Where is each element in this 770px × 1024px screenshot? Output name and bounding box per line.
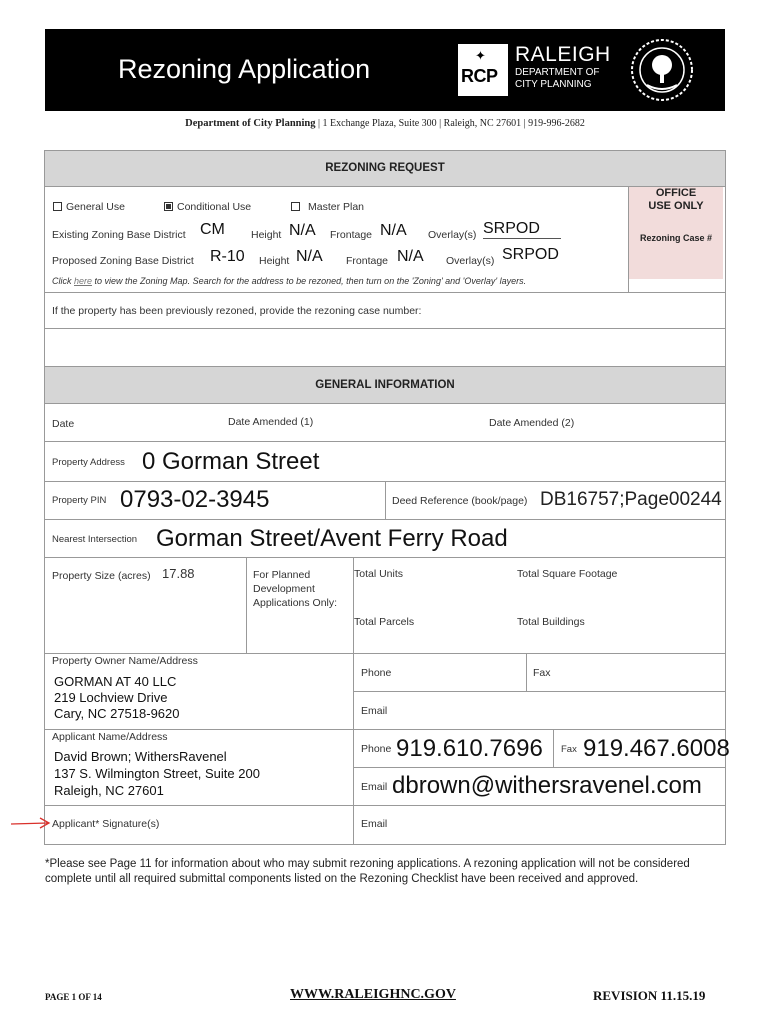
signature-field[interactable] [45,806,352,843]
proposed-zoning-label: Proposed Zoning Base District [52,255,194,267]
master-plan-option[interactable]: Master Plan [291,201,364,213]
prev-rezoned-label: If the property has been previously rezoned, provide the rezoning case number: [52,305,422,317]
property-address-value[interactable]: 0 Gorman Street [142,448,320,475]
zoning-map-link[interactable]: here [74,276,93,286]
deed-reference-value[interactable]: DB16757;Page00244 [540,489,722,510]
existing-zoning-label: Existing Zoning Base District [52,229,186,241]
rezoning-case-label: Rezoning Case # [639,233,713,243]
proposed-zoning-value[interactable]: R-10 [210,248,245,265]
deed-reference-label: Deed Reference (book/page) [392,495,528,507]
checkbox-general-use[interactable] [53,202,62,211]
department-contact: Department of City Planning | 1 Exchange Plaza, Suite 300 | Raleigh, NC 27601 | 919-996-2682 [185,118,585,129]
rcp-logo: ✦ RCP [458,44,508,96]
applicant-fax-label: Fax [561,744,577,755]
owner-email-label: Email [361,705,388,717]
proposed-height-value[interactable]: N/A [296,248,323,265]
website-link[interactable]: WWW.RALEIGHNC.GOV [290,987,456,1002]
property-address-label: Property Address [52,457,125,468]
prev-rezoning-case-input[interactable] [45,329,725,366]
signature-label: Applicant* Signature(s) [52,818,160,830]
applicant-email-value[interactable]: dbrown@withersravenel.com [392,772,702,799]
org-dept: DEPARTMENT OF CITY PLANNING [515,67,600,90]
nearest-intersection-label: Nearest Intersection [52,534,138,545]
existing-zoning-value[interactable]: CM [200,221,225,238]
city-seal-icon [629,37,695,103]
conditional-use-option[interactable]: Conditional Use [164,201,251,213]
proposed-frontage-value[interactable]: N/A [397,248,424,265]
date-amended-1-label: Date Amended (1) [228,416,314,428]
property-size-label: Property Size (acres) [52,570,151,582]
applicant-fax-value[interactable]: 919.467.6008 [583,735,730,762]
section-header-general: GENERAL INFORMATION [45,367,725,403]
existing-overlay-value[interactable]: SRPOD [483,220,561,239]
owner-label: Property Owner Name/Address [52,655,198,667]
total-buildings-label: Total Buildings [517,616,585,628]
date-amended-2-label: Date Amended (2) [489,417,575,429]
zoning-map-note: Click here to view the Zoning Map. Search for the address to be rezoned, then turn on the 'Zoning' and 'Overlay' layers. [52,276,527,286]
revision-label: REVISION 11.15.19 [593,988,706,1003]
existing-frontage-value[interactable]: N/A [380,222,407,239]
planned-development-label: For Planned Development Applications Only: [253,569,338,609]
applicant-email-label: Email [361,781,388,793]
applicant-name-address[interactable]: David Brown; WithersRavenel 137 S. Wilmington Street, Suite 200 Raleigh, NC 27601 [54,749,260,798]
date-label: Date [52,418,75,430]
applicant-phone-label: Phone [361,743,392,755]
page-number: PAGE 1 OF 14 [45,992,102,1002]
applicant-label: Applicant Name/Address [52,731,168,743]
checkbox-master-plan[interactable] [291,202,300,211]
header-banner [45,29,725,111]
owner-fax-label: Fax [533,667,551,679]
general-use-option[interactable]: General Use [53,201,125,213]
star-icon: ✦ [475,48,486,63]
owner-phone-label: Phone [361,667,392,679]
owner-name-address[interactable]: GORMAN AT 40 LLC 219 Lochview Drive Cary, NC 27518-9620 [54,674,180,721]
submission-note: *Please see Page 11 for information about who may submit rezoning applications. A rezoning application will not be considered complete until all required submittal components listed on the Rezoning Checklist have been received and approved. [45,858,690,885]
existing-height-value[interactable]: N/A [289,222,316,239]
total-sqft-label: Total Square Footage [517,568,618,580]
applicant-phone-value[interactable]: 919.610.7696 [396,735,543,762]
nearest-intersection-value[interactable]: Gorman Street/Avent Ferry Road [156,525,508,552]
property-pin-label: Property PIN [52,495,107,506]
total-parcels-label: Total Parcels [354,616,415,628]
property-size-value[interactable]: 17.88 [162,566,195,581]
signature-email-label: Email [361,818,388,830]
property-pin-value[interactable]: 0793-02-3945 [120,486,270,513]
org-name: RALEIGH [515,43,611,66]
page-title: Rezoning Application [118,54,371,84]
proposed-overlay-value[interactable]: SRPOD [502,246,559,263]
office-use-only: OFFICE USE ONLY Rezoning Case # [629,187,723,279]
checkbox-conditional-use[interactable] [164,202,173,211]
section-header-rezoning: REZONING REQUEST [45,151,725,186]
total-units-label: Total Units [354,568,404,580]
